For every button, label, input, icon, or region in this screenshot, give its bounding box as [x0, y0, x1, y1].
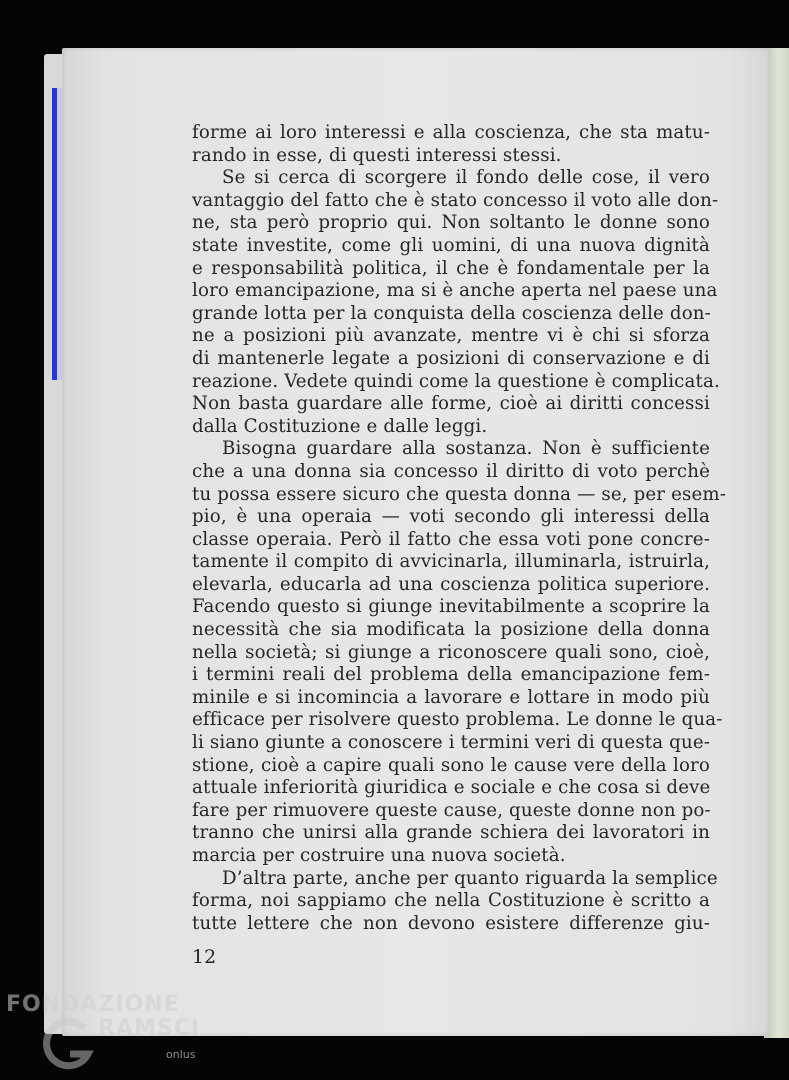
text-line: minile e si incomincia a lavorare e lottare in modo più	[192, 686, 710, 708]
text-line: grande lotta per la conquista della coscienza delle don-	[192, 302, 711, 324]
text-line: efficace per risolvere questo problema. Le donne le qua-	[192, 709, 723, 731]
text-line: classe operaia. Però il fatto che essa voti pone concre-	[192, 528, 710, 550]
text-line: ne a posizioni più avanzate, mentre vi è chi si sforza	[192, 325, 710, 347]
text-line: Non basta guardare alle forme, cioè ai diritti concessi	[192, 393, 710, 415]
text-line: stione, cioè a capire quali sono le cause vere della loro	[192, 754, 710, 776]
paragraph	[192, 438, 727, 867]
text-line: di mantenerle legate a posizioni di conservazione e di	[192, 347, 710, 369]
text-line: state investite, come gli uomini, di una nuova dignità	[192, 234, 710, 256]
paragraph	[192, 867, 718, 936]
text-line: vantaggio del fatto che è stato concesso il voto alle don-	[192, 189, 719, 211]
text-line: loro emancipazione, ma si è anche aperta nel paese una	[192, 280, 718, 302]
text-line: dalla Costituzione e dalle leggi.	[192, 415, 488, 437]
watermark-suffix: onlus	[166, 1048, 196, 1061]
text-line: li siano giunte a conoscere i termini veri di questa que-	[192, 732, 711, 754]
page-number: 12	[192, 946, 217, 968]
text-line: D’altra parte, anche per quanto riguarda la semplice	[222, 867, 718, 889]
text-line: forma, noi sappiamo che nella Costituzione è scritto a	[192, 890, 710, 912]
text-line: tranno che unirsi alla grande schiera dei lavoratori in	[192, 822, 710, 844]
watermark	[6, 992, 236, 1080]
text-line: tu possa essere sicuro che questa donna — se, per esem-	[192, 483, 727, 505]
text-line: tamente il compito di avvicinarla, illuminarla, istruirla,	[192, 551, 710, 573]
text-line: pio, è una operaia — voti secondo gli interessi della	[192, 506, 710, 528]
text-line: reazione. Vedete quindi come la questione è complicata.	[192, 370, 720, 392]
text-line: i termini reali del problema della emancipazione fem-	[192, 664, 710, 686]
text-line: attuale inferiorità giuridica e sociale e che cosa si deve	[192, 777, 711, 799]
text-line: tutte lettere che non devono esistere differenze giu-	[192, 912, 710, 934]
paragraph	[192, 167, 720, 438]
text-line: ne, sta però proprio qui. Non soltanto le donne sono	[192, 212, 710, 234]
watermark-line2: RAMSCI	[98, 1016, 201, 1041]
text-line: Facendo questo si giunge inevitabilmente a scoprire la	[192, 596, 710, 618]
text-line: rando in esse, di questi interessi stessi.	[192, 144, 562, 166]
fondazione-logo-icon	[40, 1014, 100, 1074]
text-line: marcia per costruire una nuova società.	[192, 845, 566, 866]
text-line: Se si cerca di scorgere il fondo delle cose, il vero	[222, 167, 710, 189]
text-line: e responsabilità politica, il che è fondamentale per la	[192, 257, 710, 279]
watermark-line1: FONDAZIONE	[6, 992, 180, 1017]
text-line: nella società; si giunge a riconoscere quali sono, cioè,	[192, 641, 710, 663]
text-line: forme ai loro interessi e alla coscienza, che sta matu-	[192, 122, 710, 143]
body-text	[192, 122, 727, 935]
text-line: elevarla, educarla ad una coscienza politica superiore.	[192, 573, 710, 595]
text-line: necessità che sia modificata la posizione della donna	[192, 619, 710, 641]
text-line: che a una donna sia concesso il diritto di voto perchè	[192, 460, 710, 482]
text-line: fare per rimuovere queste cause, queste donne non po-	[192, 799, 711, 821]
paragraph	[192, 122, 710, 167]
text-line: Bisogna guardare alla sostanza. Non è sufficiente	[222, 438, 710, 460]
